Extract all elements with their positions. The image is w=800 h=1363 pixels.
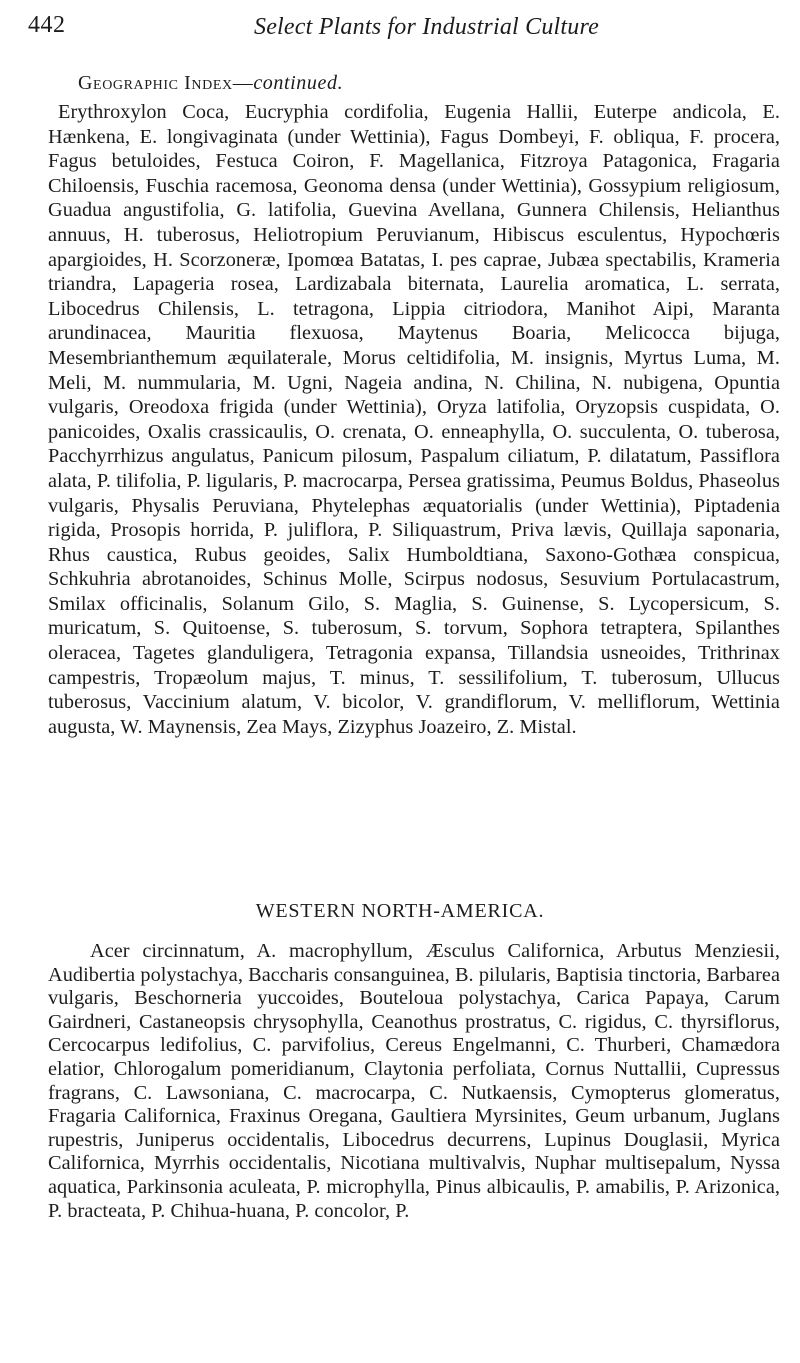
section-heading-label: Geographic Index—: [78, 72, 254, 94]
running-head: Select Plants for Industrial Culture: [254, 14, 599, 40]
plant-list-paragraph: Acer circinnatum, A. macrophyllum, Æsculus Californica, Arbutus Menziesii, Audibertia polystachya, Baccharis consanguinea, B. pilularis, Baptisia tinctoria, Barbarea vulgaris, Beschorneria yuccoides, Bouteloua polystachya, Carica Papaya, Carum Gairdneri, Castaneopsis chrysophylla, Ceanothus prostratus, C. rigidus, C. thyrsiflorus, Cercocarpus ledifolius, C. parvifolius, Cereus Engelmanni, C. Thurberi, Chamædora elatior, Chlorogalum pomeridianum, Claytonia perfoliata, Cornus Nuttallii, Cupressus fragrans, C. Lawsoniana, C. macrocarpa, C. Nutkaensis, Cymopterus glomeratus, Fragaria Californica, Fraxinus Oregana, Gaultiera Myrsinites, Geum urbanum, Juglans rupestris, Juniperus occidentalis, Libocedrus decurrens, Lupinus Douglasii, Myrica Californica, Myrrhis occidentalis, Nicotiana multivalvis, Nuphar multisepalum, Nyssa aquatica, Parkinsonia aculeata, P. microphylla, Pinus albicaulis, P. amabilis, P. Arizonica, P. bracteata, P. Chihua-huana, P. concolor, P.: [48, 940, 780, 1222]
section-heading-geographic-index: [78, 72, 778, 95]
plant-list-paragraph: Erythroxylon Coca, Eucryphia cordifolia, Eugenia Hallii, Euterpe andicola, E. Hænkena, E. longivaginata (under Wettinia), Fagus Dombeyi, F. obliqua, F. procera, Fagus betuloides, Festuca Coiron, F. Magellanica, Fitzroya Patagonica, Fragaria Chiloensis, Fuschia racemosa, Geonoma densa (under Wettinia), Gossypium religiosum, Guadua angustifolia, G. latifolia, Guevina Avellana, Gunnera Chilensis, Helianthus annuus, H. tuberosus, Heliotropium Peruvianum, Hibiscus esculentus, Hypochœris apargioides, H. Scorzoneræ, Ipomœa Batatas, I. pes caprae, Jubæa spectabilis, Krameria triandra, Lapageria rosea, Lardizabala biternata, Laurelia aromatica, L. serrata, Libocedrus Chilensis, L. tetragona, Lippia citriodora, Manihot Aipi, Maranta arundinacea, Mauritia flexuosa, Maytenus Boaria, Melicocca bijuga, Mesembrianthemum æquilaterale, Morus celtidifolia, M. insignis, Myrtus Luma, M. Meli, M. nummularia, M. Ugni, Nageia andina, N. Chilina, N. nubigena, Opuntia vulgaris, Oreodoxa frigida (under Wettinia), Oryza latifolia, Oryzopsis cuspidata, O. panicoides, Oxalis crassicaulis, O. crenata, O. enneaphylla, O. succulenta, O. tuberosa, Pacchyrrhizus angulatus, Panicum pilosum, Paspalum ciliatum, P. dilatatum, Passiflora alata, P. tilifolia, P. ligularis, P. macrocarpa, Persea gratissima, Peumus Boldus, Phaseolus vulgaris, Physalis Peruviana, Phytelephas æquatorialis (under Wettinia), Piptadenia rigida, Prosopis horrida, P. juliflora, P. Siliquastrum, Priva lævis, Quillaja saponaria, Rhus caustica, Rubus geoides, Salix Humboldtiana, Saxono-Gothæa conspicua, Schkuhria abrotanoides, Schinus Molle, Scirpus nodosus, Sesuvium Portulacastrum, Smilax officinalis, Solanum Gilo, S. Maglia, S. Guinense, S. Lycopersicum, S. muricatum, S. Quitoense, S. tuberosum, S. torvum, Sophora tetraptera, Spilanthes oleracea, Tagetes glanduligera, Tetragonia expansa, Tillandsia usneoides, Trithrinax campestris, Tropæolum majus, T. minus, T. sessilifolium, T. tuberosum, Ullucus tuberosus, Vaccinium alatum, V. bicolor, V. grandiflorum, V. melliflorum, Wettinia augusta, W. Maynensis, Zea Mays, Zizyphus Joazeiro, Z. Mistal.: [48, 101, 780, 738]
page-number: 442: [28, 12, 66, 38]
section-heading-continued: continued.: [253, 72, 344, 94]
region-heading-western-north-america: WESTERN NORTH-AMERICA.: [255, 900, 545, 922]
